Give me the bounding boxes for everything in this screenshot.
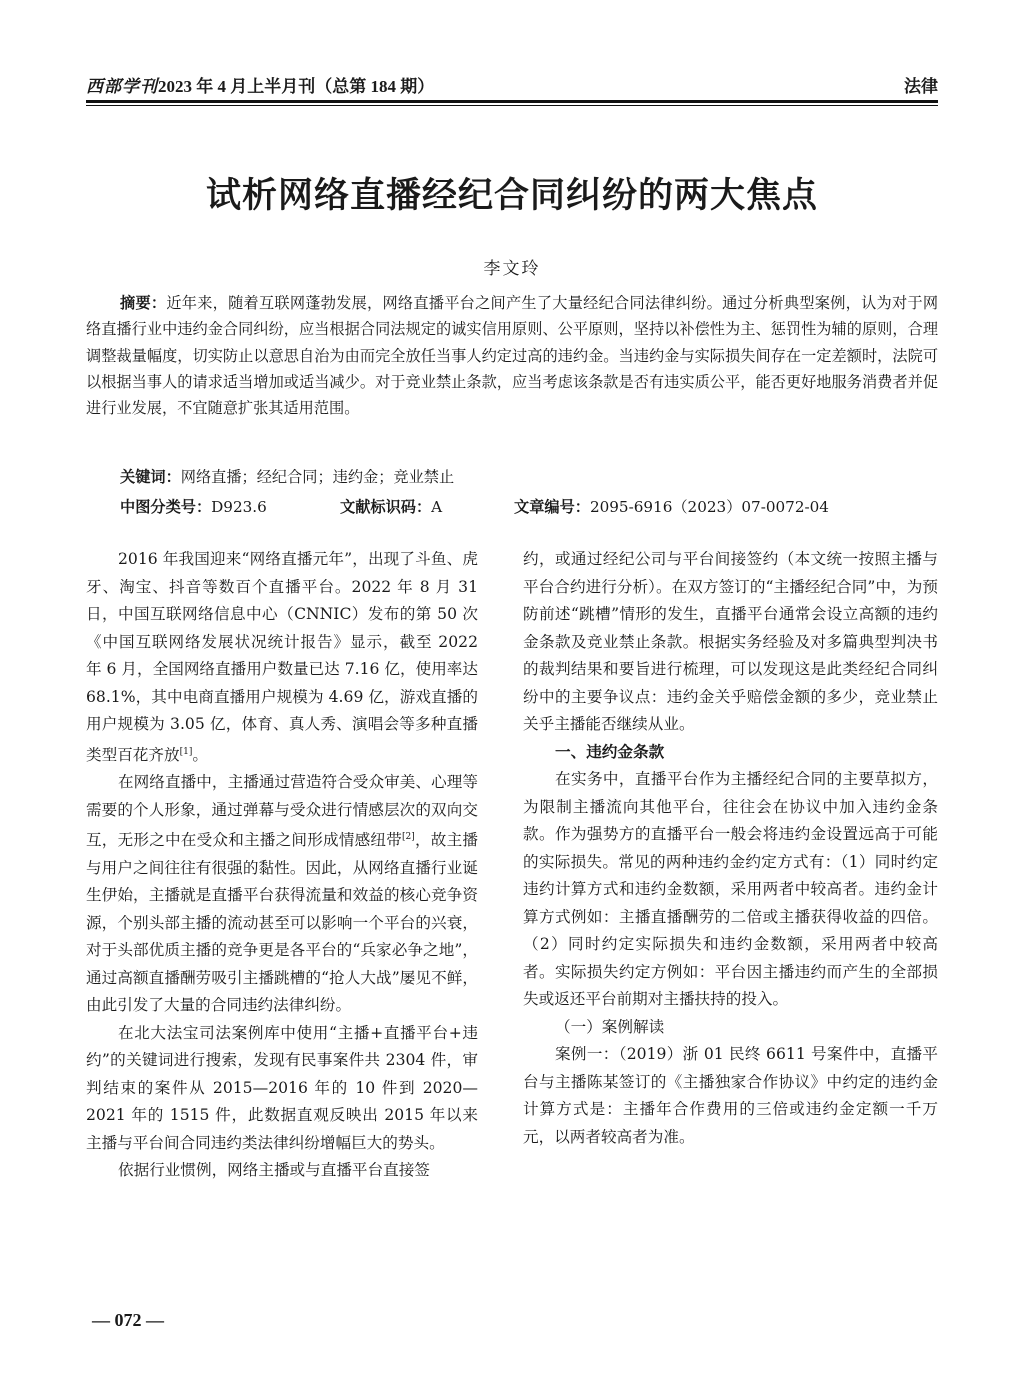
section-heading: 一、违约金条款: [555, 742, 665, 761]
journal-issue: 2023 年 4 月上半月刊（总第 184 期）: [158, 77, 435, 96]
paragraph: [86, 769, 478, 1020]
abstract-label: 摘要：: [120, 294, 167, 312]
abstract: [86, 290, 938, 421]
page-number: — 072 —: [92, 1310, 164, 1330]
paragraph: [86, 546, 478, 769]
paragraph-text: 。: [192, 745, 208, 764]
header-rule-thin: [86, 105, 938, 106]
body-column-left: [86, 546, 478, 1185]
header-rule-thick: [86, 100, 938, 103]
paragraph: 案例一：（2019）浙 01 民终 6611 号案件中，直播平台与主播陈某签订的《主播独家合作协议》中约定的违约金计算方式是：主播年合作费用的三倍或违约金定额一千万元，以两者较高者为准。: [523, 1045, 938, 1146]
article-title: 试析网络直播经纪合同纠纷的两大焦点: [205, 175, 818, 216]
citation-ref: [2]: [402, 832, 415, 843]
classification-value: D923.6: [211, 498, 267, 516]
document-code: [340, 496, 442, 517]
keywords-text: 网络直播；经纪合同；违约金；竞业禁止: [180, 468, 455, 486]
keywords: [120, 466, 454, 487]
journal-info: [86, 72, 434, 97]
document-code-label: 文献标识码：: [340, 498, 432, 516]
article-number: [514, 496, 829, 517]
subsection-heading: （一）案例解读: [555, 1017, 665, 1036]
journal-logo: 西部学刊: [86, 77, 158, 96]
classification: [120, 496, 267, 517]
body-column-right: [523, 546, 938, 1151]
article-number-label: 文章编号：: [514, 498, 590, 516]
paragraph-text: 在网络直播中，主播通过营造符合受众审美、心理等需要的个人形象，通过弹幕与受众进行情感层次的双向交互，无形之中在受众和主播之间形成情感纽带: [86, 773, 478, 850]
paragraph: 依据行业惯例，网络主播或与直播平台直接签: [118, 1161, 430, 1180]
section-label: 法律: [904, 77, 938, 96]
paragraph-text: ，故主播与用户之间往往有很强的黏性。因此，从网络直播行业诞生伊始，主播就是直播平台获得流量和效益的核心竞争资源，个别头部主播的流动甚至可以影响一个平台的兴衰，对于头部优质主播的竞争更是各平台的“兵家必争之地”，通过高额直播酬劳吸引主播跳槽的“抢人大战”屡见不鲜，由此引发了大量的合同违约法律纠纷。: [86, 831, 478, 1015]
article-author: 李文玲: [483, 259, 541, 279]
running-header: [86, 72, 938, 98]
abstract-text: 近年来，随着互联网蓬勃发展，网络直播平台之间产生了大量经纪合同法律纠纷。通过分析典型案例，认为对于网络直播行业中违约金合同纠纷，应当根据合同法规定的诚实信用原则、公平原则，坚持以补偿性为主、惩罚性为辅的原则，合理调整裁量幅度，切实防止以意思自治为由而完全放任当事人约定过高的违约金。当违约金与实际损失间存在一定差额时，法院可以根据当事人的请求适当增加或适当减少。对于竞业禁止条款，应当考虑该条款是否有违实质公平，能否更好地服务消费者并促进行业发展，不宜随意扩张其适用范围。: [86, 294, 939, 418]
article-number-value: 2095-6916（2023）07-0072-04: [589, 498, 829, 516]
keywords-label: 关键词：: [120, 468, 181, 486]
paragraph: 约，或通过经纪公司与平台间接签约（本文统一按照主播与平台合约进行分析）。在双方签订的“主播经纪合同”中，为预防前述“跳槽”情形的发生，直播平台通常会设立高额的违约金条款及竞业禁止条款。根据实务经验及对多篇典型判决书的裁判结果和要旨进行梳理，可以发现这是此类经纪合同纠纷中的主要争议点：违约金关乎赔偿金额的多少，竞业禁止关乎主播能否继续从业。: [523, 550, 938, 733]
citation-ref: [1]: [179, 746, 193, 757]
paragraph-text: 2016 年我国迎来“网络直播元年”，出现了斗鱼、虎牙、淘宝、抖音等数百个直播平台。2022 年 8 月 31 日，中国互联网络信息中心（CNNIC）发布的第 50 次《中国互联网络发展状况统计报告》显示，截至 2022 年 6 月，全国网络直播用户数量已达 7.16 亿，使用率达 68.1%，其中电商直播用户规模为 4.69 亿，游戏直播的用户规模为 3.05 亿，体育、真人秀、演唱会等多种直播类型百花齐放: [86, 550, 478, 764]
paragraph: 在北大法宝司法案例库中使用“主播+直播平台+违约”的关键词进行搜索，发现有民事案件共 2304 件，审判结束的案件从 2015—2016 年的 10 件到 2020—2021 年的 1515 件，此数据直观反映出 2015 年以来主播与平台间合同违约类法律纠纷增幅巨大的势头。: [86, 1023, 478, 1152]
paragraph: 在实务中，直播平台作为主播经纪合同的主要草拟方，为限制主播流向其他平台，往往会在协议中加入违约金条款。作为强势方的直播平台一般会将违约金设置远高于可能的实际损失。常见的两种违约金约定方式有：（1）同时约定违约计算方式和违约金数额，采用两者中较高者。违约金计算方式例如：主播直播酬劳的二倍或主播获得收益的四倍。（2）同时约定实际损失和违约金数额，采用两者中较高者。实际损失约定方例如：平台因主播违约而产生的全部损失或返还平台前期对主播扶持的投入。: [523, 770, 938, 1008]
document-code-value: A: [431, 498, 443, 516]
classification-label: 中图分类号：: [120, 498, 212, 516]
